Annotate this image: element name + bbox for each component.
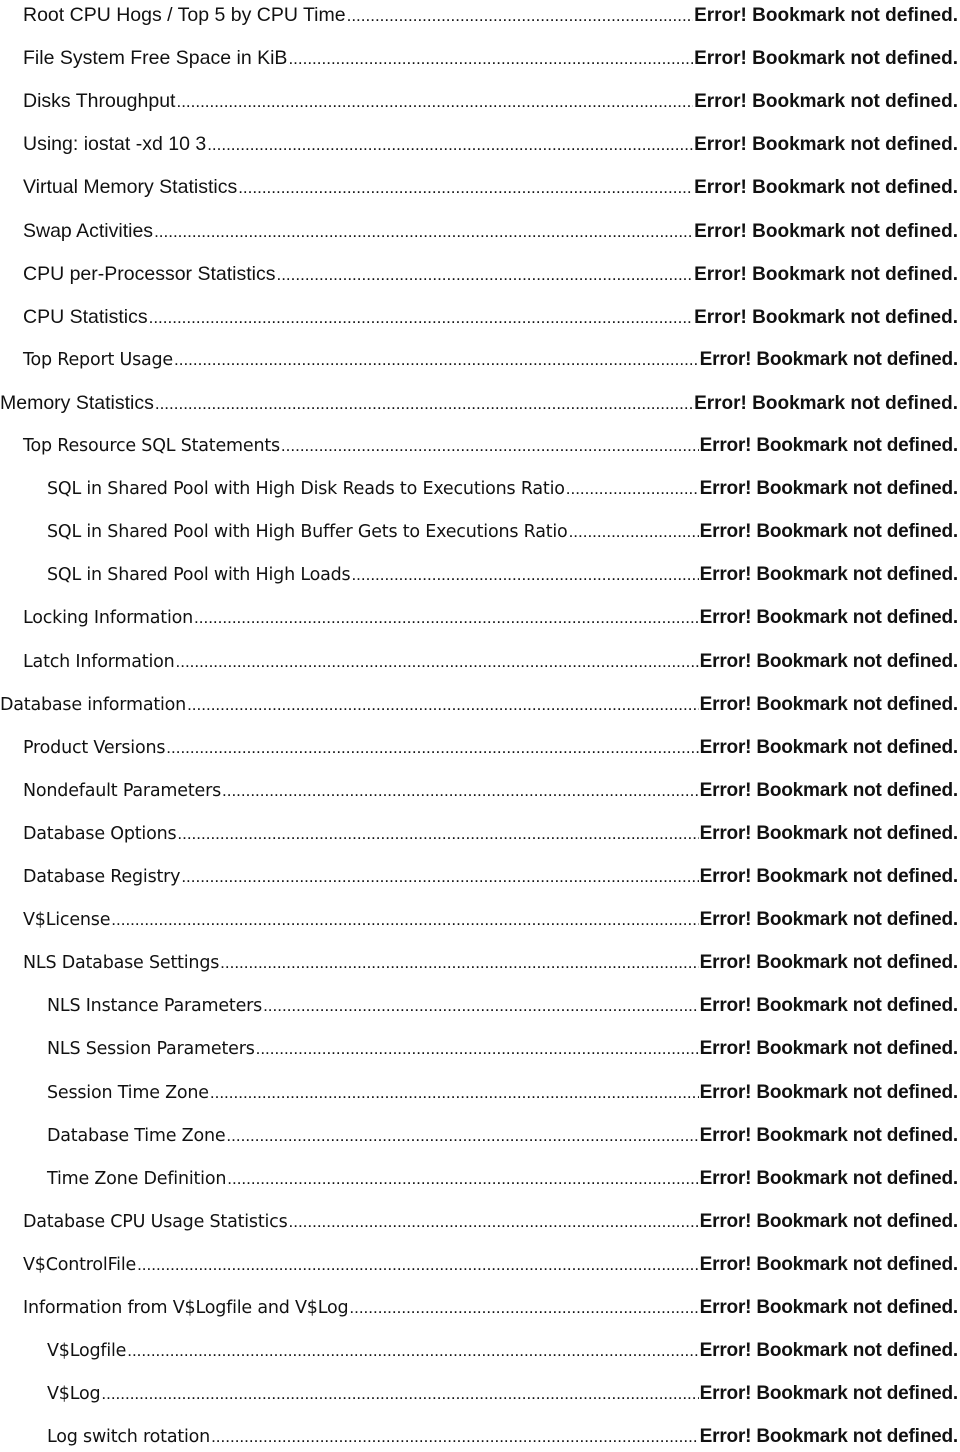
toc-entry[interactable] bbox=[0, 905, 960, 935]
toc-entry-title: SQL in Shared Pool with High Loads bbox=[47, 565, 351, 586]
toc-entry-title: NLS Database Settings bbox=[23, 953, 220, 974]
toc-entry-title: Database information bbox=[0, 694, 187, 715]
toc-entry-title: Session Time Zone bbox=[47, 1082, 209, 1103]
dot-leader bbox=[220, 948, 699, 978]
toc-entry[interactable] bbox=[0, 991, 960, 1021]
toc-entry-title: V$ControlFile bbox=[23, 1254, 137, 1275]
toc-entry-title: Database Options bbox=[23, 823, 177, 844]
dot-leader bbox=[137, 1250, 699, 1280]
toc-entry[interactable] bbox=[0, 1422, 960, 1452]
toc-entry[interactable] bbox=[0, 517, 960, 547]
toc-entry-page-ref: Error! Bookmark not defined. bbox=[694, 220, 958, 242]
dot-leader bbox=[207, 130, 693, 160]
toc-entry[interactable] bbox=[0, 819, 960, 849]
toc-entry[interactable] bbox=[0, 1034, 960, 1064]
dot-leader bbox=[227, 1164, 698, 1194]
toc-entry-page-ref: Error! Bookmark not defined. bbox=[694, 91, 958, 113]
toc-entry[interactable] bbox=[0, 1336, 960, 1366]
toc-entry-title: Root CPU Hogs / Top 5 by CPU Time bbox=[23, 4, 346, 26]
dot-leader bbox=[226, 1121, 698, 1151]
toc-entry-page-ref: Error! Bookmark not defined. bbox=[699, 435, 958, 456]
toc-entry[interactable] bbox=[0, 862, 960, 892]
toc-entry-page-ref: Error! Bookmark not defined. bbox=[694, 306, 958, 328]
toc-entry[interactable] bbox=[0, 1379, 960, 1409]
toc-entry-page-ref: Error! Bookmark not defined. bbox=[699, 478, 958, 500]
toc-entry-page-ref: Error! Bookmark not defined. bbox=[699, 1210, 958, 1232]
dot-leader bbox=[166, 733, 698, 763]
dot-leader bbox=[238, 173, 693, 203]
toc-entry-title: Database Time Zone bbox=[47, 1125, 226, 1146]
toc-entry-title: V$Logfile bbox=[47, 1341, 127, 1362]
toc-entry-page-ref: Error! Bookmark not defined. bbox=[699, 736, 958, 758]
toc-entry[interactable] bbox=[0, 1121, 960, 1151]
toc-entry[interactable] bbox=[0, 1207, 960, 1237]
dot-leader bbox=[149, 303, 693, 333]
dot-leader bbox=[566, 474, 699, 504]
toc-entry-title: Top Resource SQL Statements bbox=[23, 436, 280, 456]
dot-leader bbox=[276, 260, 693, 290]
toc-entry-title: NLS Instance Parameters bbox=[47, 996, 263, 1017]
toc-entry-title: Latch Information bbox=[23, 651, 175, 672]
toc-entry-title: Virtual Memory Statistics bbox=[23, 176, 238, 199]
toc-entry[interactable] bbox=[0, 129, 960, 159]
toc-entry-page-ref: Error! Bookmark not defined. bbox=[694, 263, 958, 285]
toc-entry-title: SQL in Shared Pool with High Disk Reads to Executions Ratio bbox=[47, 479, 565, 500]
toc-entry-page-ref: Error! Bookmark not defined. bbox=[699, 607, 958, 629]
toc-entry[interactable] bbox=[0, 948, 960, 978]
dot-leader bbox=[347, 1, 693, 31]
toc-entry[interactable] bbox=[0, 431, 960, 461]
dot-leader bbox=[210, 1078, 699, 1108]
toc-entry-page-ref: Error! Bookmark not defined. bbox=[699, 866, 958, 887]
toc-entry-page-ref: Error! Bookmark not defined. bbox=[699, 564, 958, 586]
toc-entry-title: SQL in Shared Pool with High Buffer Gets to Executions Ratio bbox=[47, 522, 568, 543]
dot-leader bbox=[174, 345, 699, 375]
dot-leader bbox=[569, 517, 699, 547]
toc-entry-title: Log switch rotation bbox=[47, 1427, 211, 1448]
toc-entry[interactable] bbox=[0, 474, 960, 504]
dot-leader bbox=[288, 44, 693, 74]
toc-entry-title: V$Log bbox=[47, 1384, 101, 1405]
dot-leader bbox=[177, 819, 698, 849]
toc-entry[interactable] bbox=[0, 1250, 960, 1280]
dot-leader bbox=[281, 431, 699, 461]
toc-entry-title: NLS Session Parameters bbox=[47, 1039, 255, 1060]
toc-entry[interactable] bbox=[0, 1078, 960, 1108]
toc-entry-page-ref: Error! Bookmark not defined. bbox=[699, 1081, 958, 1103]
toc-entry[interactable] bbox=[0, 216, 960, 246]
toc-entry-title: Database Registry bbox=[23, 867, 181, 887]
toc-entry-page-ref: Error! Bookmark not defined. bbox=[699, 650, 958, 672]
toc-entry-title: Memory Statistics bbox=[0, 391, 154, 414]
toc-entry-page-ref: Error! Bookmark not defined. bbox=[699, 822, 958, 844]
dot-leader bbox=[263, 991, 699, 1021]
dot-leader bbox=[349, 1293, 698, 1323]
toc-entry-title: Information from V$Logfile and V$Log bbox=[23, 1298, 349, 1318]
toc-entry-page-ref: Error! Bookmark not defined. bbox=[699, 1383, 958, 1405]
toc-entry[interactable] bbox=[0, 1293, 960, 1323]
toc-entry-page-ref: Error! Bookmark not defined. bbox=[694, 177, 958, 199]
toc-entry-title: Disks Throughput bbox=[23, 90, 176, 113]
toc-entry-title: V$License bbox=[23, 910, 111, 931]
toc-entry[interactable] bbox=[0, 603, 960, 633]
toc-entry[interactable] bbox=[0, 647, 960, 677]
toc-entry-title: Top Report Usage bbox=[23, 349, 173, 370]
dot-leader bbox=[176, 87, 693, 117]
toc-entry-page-ref: Error! Bookmark not defined. bbox=[699, 521, 958, 543]
toc-entry-title: Swap Activities bbox=[23, 219, 154, 242]
dot-leader bbox=[111, 905, 698, 935]
toc-entry-title: File System Free Space in KiB bbox=[23, 47, 288, 70]
dot-leader bbox=[101, 1379, 698, 1409]
dot-leader bbox=[211, 1422, 699, 1452]
dot-leader bbox=[289, 1207, 699, 1237]
toc-entry[interactable] bbox=[0, 690, 960, 720]
toc-entry-page-ref: Error! Bookmark not defined. bbox=[699, 693, 958, 715]
dot-leader bbox=[154, 217, 693, 247]
dot-leader bbox=[127, 1336, 698, 1366]
toc-entry[interactable] bbox=[0, 1164, 960, 1194]
dot-leader bbox=[194, 603, 699, 633]
toc-entry-page-ref: Error! Bookmark not defined. bbox=[694, 134, 958, 156]
toc-entry-page-ref: Error! Bookmark not defined. bbox=[699, 348, 958, 370]
toc-entry-page-ref: Error! Bookmark not defined. bbox=[699, 779, 958, 801]
toc-entry-page-ref: Error! Bookmark not defined. bbox=[694, 48, 958, 70]
toc-entry[interactable] bbox=[0, 302, 960, 332]
dot-leader bbox=[181, 862, 698, 892]
toc-entry[interactable] bbox=[0, 86, 960, 116]
dot-leader bbox=[155, 389, 693, 419]
toc-entry[interactable] bbox=[0, 560, 960, 590]
toc-entry[interactable] bbox=[0, 776, 960, 806]
toc-entry-page-ref: Error! Bookmark not defined. bbox=[699, 1038, 958, 1060]
toc-entry[interactable] bbox=[0, 259, 960, 289]
toc-entry[interactable] bbox=[0, 0, 960, 30]
toc-entry-page-ref: Error! Bookmark not defined. bbox=[699, 995, 958, 1017]
toc-entry-page-ref: Error! Bookmark not defined. bbox=[699, 1340, 958, 1362]
toc-entry-page-ref: Error! Bookmark not defined. bbox=[699, 909, 958, 931]
toc-entry[interactable] bbox=[0, 43, 960, 73]
toc-entry-title: Nondefault Parameters bbox=[23, 780, 221, 801]
toc-entry-page-ref: Error! Bookmark not defined. bbox=[699, 1124, 958, 1146]
toc-entry[interactable] bbox=[0, 172, 960, 202]
dot-leader bbox=[256, 1034, 699, 1064]
dot-leader bbox=[187, 690, 699, 720]
toc-entry-page-ref: Error! Bookmark not defined. bbox=[699, 1297, 958, 1318]
toc-entry-title: CPU per-Processor Statistics bbox=[23, 262, 276, 285]
toc-entry-page-ref: Error! Bookmark not defined. bbox=[699, 1253, 958, 1275]
toc-entry-page-ref: Error! Bookmark not defined. bbox=[694, 5, 958, 26]
toc-entry-title: Product Versions bbox=[23, 737, 166, 758]
toc-entry-page-ref: Error! Bookmark not defined. bbox=[694, 392, 958, 414]
toc-entry-title: Time Zone Definition bbox=[47, 1168, 227, 1189]
toc-entry-title: Using: iostat -xd 10 3 bbox=[23, 133, 207, 156]
toc-entry[interactable] bbox=[0, 388, 960, 418]
dot-leader bbox=[351, 560, 698, 590]
toc-entry-title: CPU Statistics bbox=[23, 305, 148, 328]
toc-entry[interactable] bbox=[0, 345, 960, 375]
toc-entry-title: Database CPU Usage Statistics bbox=[23, 1211, 288, 1232]
dot-leader bbox=[222, 776, 699, 806]
dot-leader bbox=[176, 647, 699, 677]
toc-entry-page-ref: Error! Bookmark not defined. bbox=[699, 1167, 958, 1189]
toc-entry-page-ref: Error! Bookmark not defined. bbox=[699, 1426, 958, 1448]
toc-entry[interactable] bbox=[0, 733, 960, 763]
toc-entry-page-ref: Error! Bookmark not defined. bbox=[699, 952, 958, 974]
toc-entry-title: Locking Information bbox=[23, 608, 194, 629]
